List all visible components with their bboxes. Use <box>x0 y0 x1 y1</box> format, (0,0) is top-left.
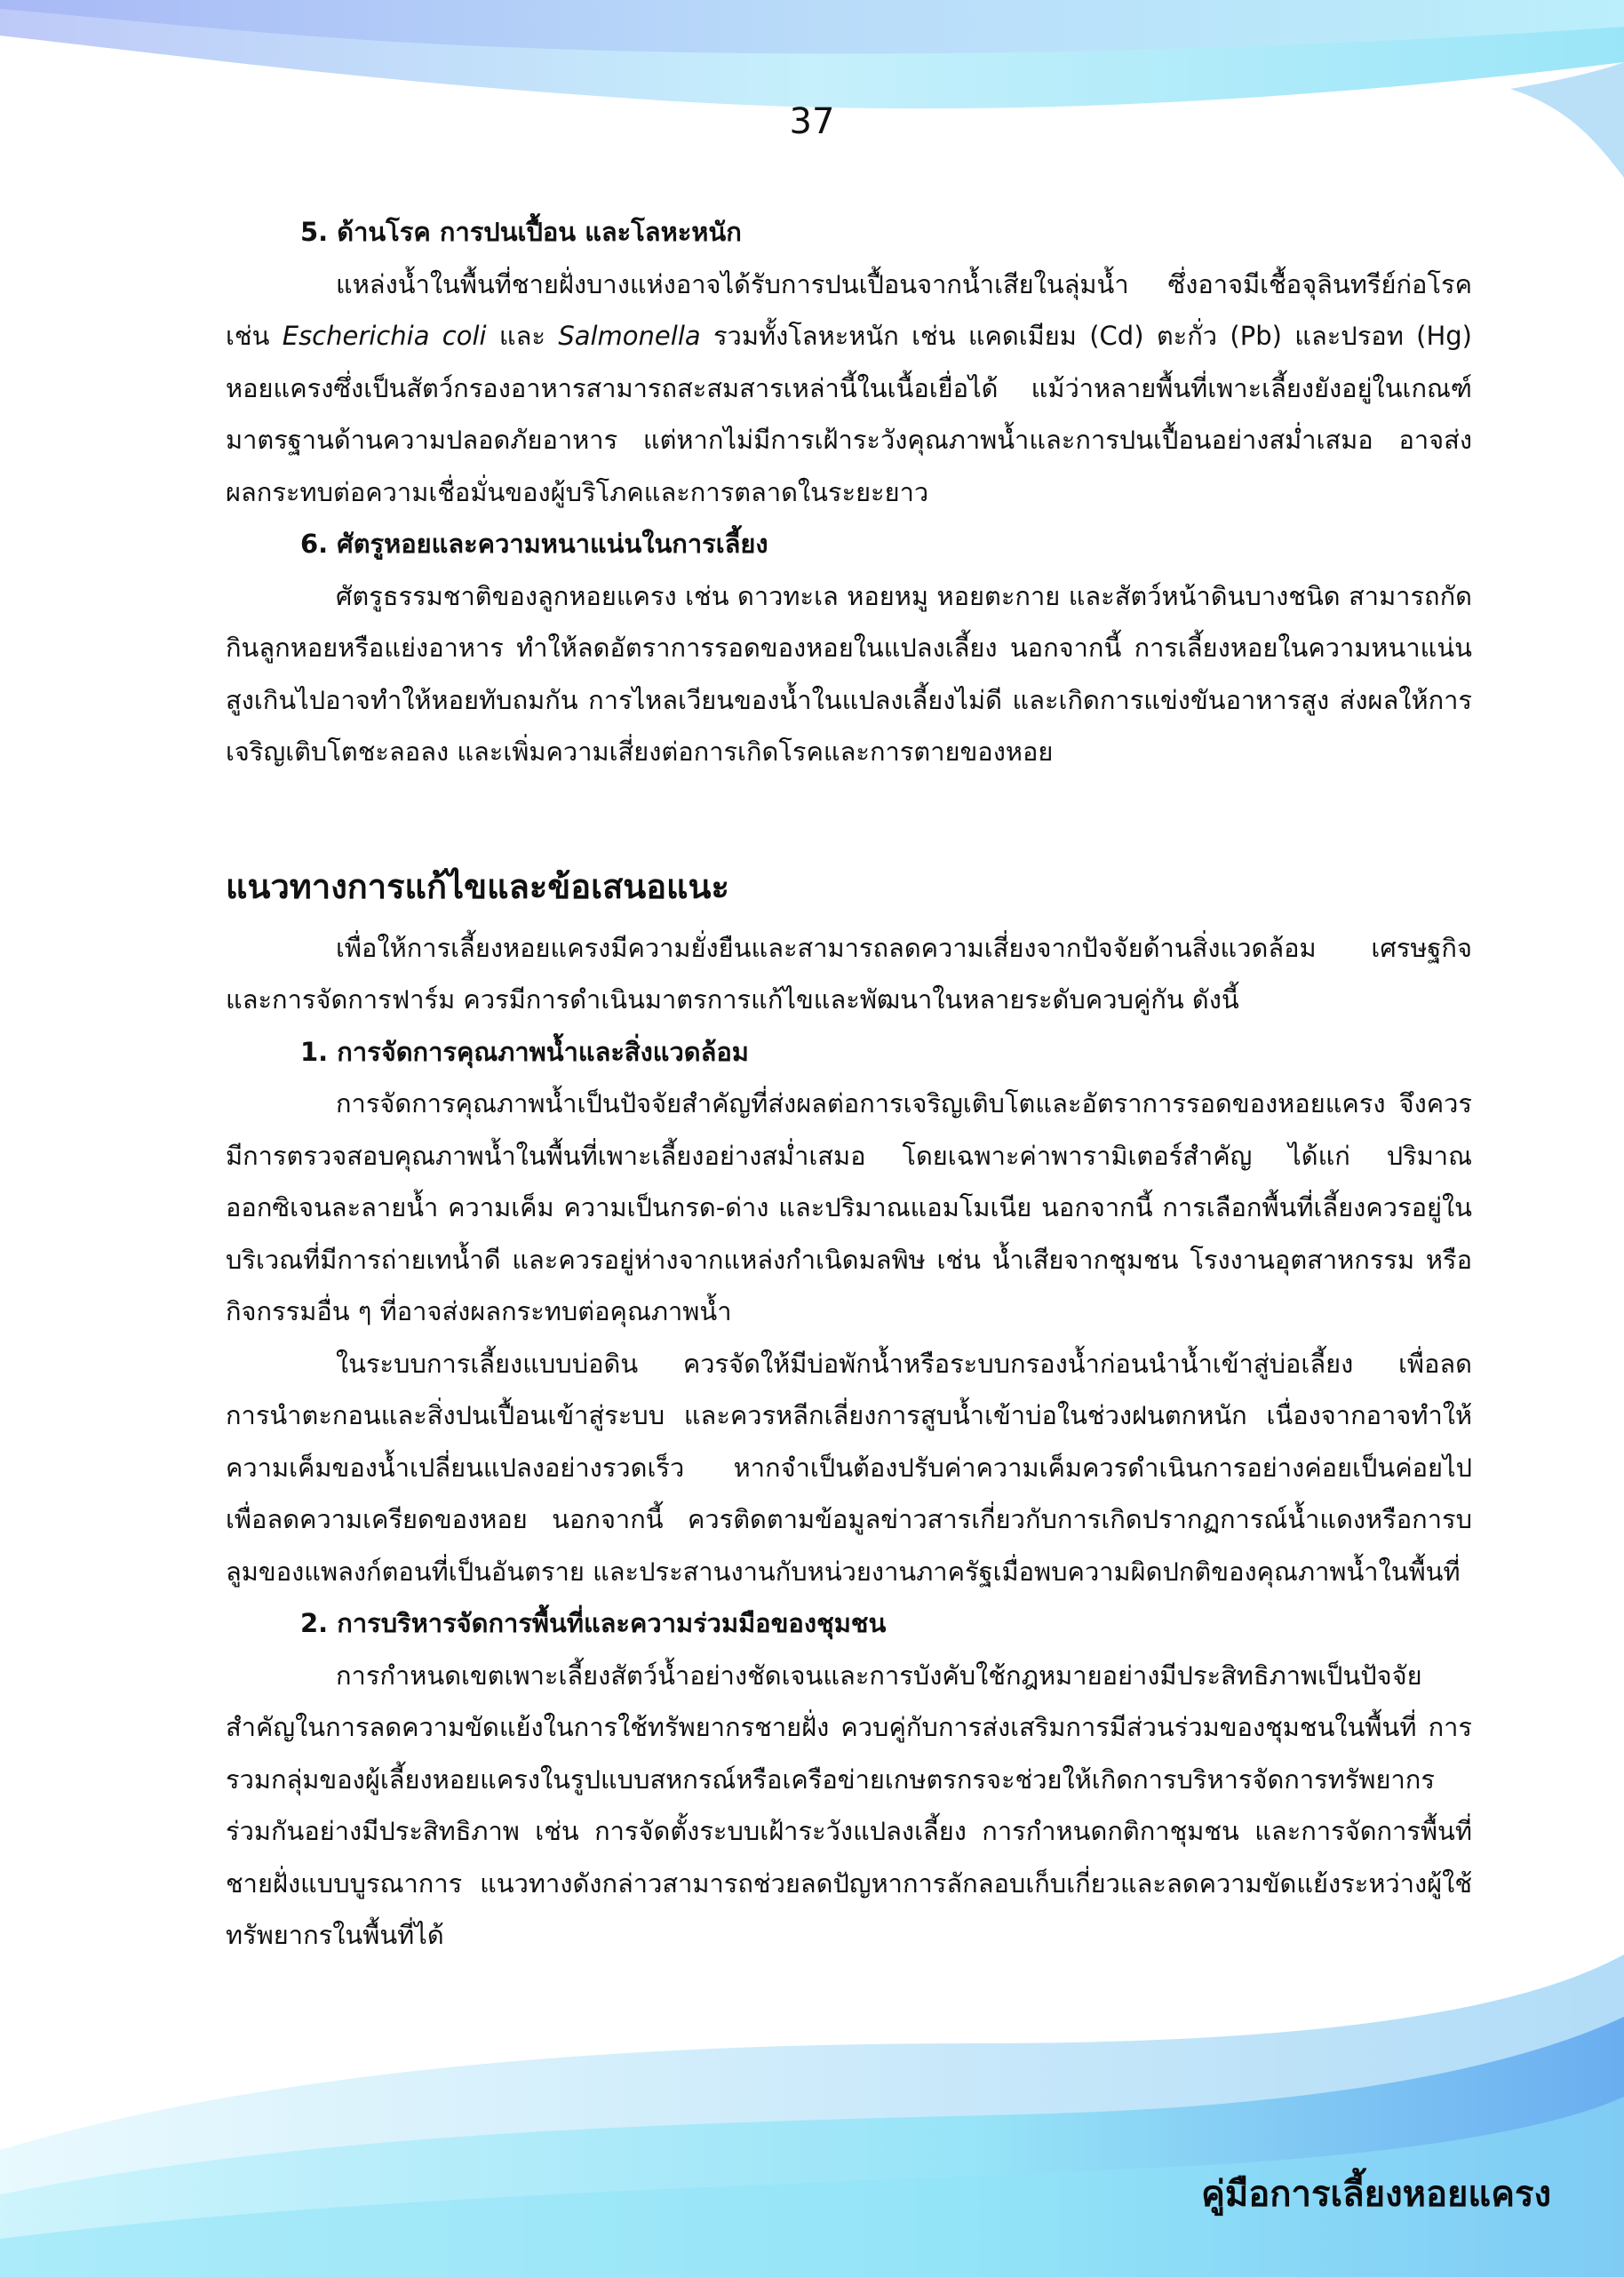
top-wave <box>0 0 1624 178</box>
solutions-heading: แนวทางการแก้ไขและข้อเสนอแนะ <box>226 866 729 906</box>
solution-2-paragraph-1: การกำหนดเขตเพาะเลี้ยงสัตว์น้ำอย่างชัดเจนและการบังคับใช้กฎหมายอย่างมีประสิทธิภาพเป็นปัจจัยสำคัญในการลดความขัดแย้งในการใช้ทรัพยากรชายฝั่ง ควบคู่กับการส่งเสริมการมีส่วนร่วมของชุมชนในพื้นที่ การรวมกลุ่มของผู้เลี้ยงหอยแครงในรูปแบบสหกรณ์หรือเครือข่ายเกษตรกรจะช่วยให้เกิดการบริหารจัดการทรัพยากรร่วมกันอย่างมีประสิทธิภาพ เช่น การจัดตั้งระบบเฝ้าระวังแปลงเลี้ยง การกำหนดกติกาชุมชน และการจัดการพื้นที่ชายฝั่งแบบบูรณาการ แนวทางดังกล่าวสามารถช่วยลดปัญหาการลักลอบเก็บเกี่ยวและลดความขัดแย้งระหว่างผู้ใช้ทรัพยากรในพื้นที่ได้ <box>226 1660 1472 1950</box>
section-5-text-c: รวมทั้งโลหะหนัก เช่น แคดเมียม (Cd) ตะกั่ว (Pb) และปรอท (Hg) หอยแครงซึ่งเป็นสัตว์กรองอาหารสามารถสะสมสารเหล่านี้ในเนื้อเยื่อได้ แม้ว่าหลายพื้นที่เพาะเลี้ยงยังอยู่ในเกณฑ์มาตรฐานด้านความปลอดภัยอาหาร แต่หากไม่มีการเฝ้าระวังคุณภาพน้ำและการปนเปื้อนอย่างสม่ำเสมอ อาจส่งผลกระทบต่อความเชื่อมั่นของผู้บริโภคและการตลาดในระยะยาว <box>226 321 1472 507</box>
section-5-paragraph <box>226 259 1472 519</box>
species-name-ecoli: Escherichia coli <box>282 321 487 351</box>
solutions-intro: เพื่อให้การเลี้ยงหอยแครงมีความยั่งยืนและสามารถลดความเสี่ยงจากปัจจัยด้านสิ่งแวดล้อม เศรษฐกิจ และการจัดการฟาร์ม ควรมีการดำเนินมาตรการแก้ไขและพัฒนาในหลายระดับควบคู่กัน ดังนี้ <box>226 932 1472 1015</box>
section-5-text-a: แหล่งน้ำในพื้นที่ชายฝั่งบางแห่งอาจได้รับการปนเปื้อนจากน้ำเสียในลุ่มน้ำ ซึ่งอาจมีเชื้อจุลินทรีย์ก่อโรค เช่น <box>226 268 1472 351</box>
solution-1-paragraph-1: การจัดการคุณภาพน้ำเป็นปัจจัยสำคัญที่ส่งผลต่อการเจริญเติบโตและอัตราการรอดของหอยแครง จึงควรมีการตรวจสอบคุณภาพน้ำในพื้นที่เพาะเลี้ยงอย่างสม่ำเสมอ โดยเฉพาะค่าพารามิเตอร์สำคัญ ได้แก่ ปริมาณออกซิเจนละลายน้ำ ความเค็ม ความเป็นกรด-ด่าง และปริมาณแอมโมเนีย นอกจากนี้ การเลือกพื้นที่เลี้ยงควรอยู่ในบริเวณที่มีการถ่ายเทน้ำดี และควรอยู่ห่างจากแหล่งกำเนิดมลพิษ เช่น น้ำเสียจากชุมชน โรงงานอุตสาหกรรม หรือกิจกรรมอื่น ๆ ที่อาจส่งผลกระทบต่อคุณภาพน้ำ <box>226 1088 1472 1326</box>
section-5-text-b: และ <box>486 321 559 351</box>
bottom-wave <box>0 1955 1624 2277</box>
section-5-title: 5. ด้านโรค การปนเปื้อน และโลหะหนัก <box>300 217 742 247</box>
page-content <box>226 206 1472 1962</box>
section-6-title: 6. ศัตรูหอยและความหนาแน่นในการเลี้ยง <box>300 529 768 559</box>
species-name-salmonella: Salmonella <box>558 321 701 351</box>
solution-1-paragraph-2: ในระบบการเลี้ยงแบบบ่อดิน ควรจัดให้มีบ่อพักน้ำหรือระบบกรองน้ำก่อนนำน้ำเข้าสู่บ่อเลี้ยง เพื่อลดการนำตะกอนและสิ่งปนเปื้อนเข้าสู่ระบบ และควรหลีกเลี่ยงการสูบน้ำเข้าบ่อในช่วงฝนตกหนัก เนื่องจากอาจทำให้ความเค็มของน้ำเปลี่ยนแปลงอย่างรวดเร็ว หากจำเป็นต้องปรับค่าความเค็มควรดำเนินการอย่างค่อยเป็นค่อยไป เพื่อลดความเครียดของหอย นอกจากนี้ ควรติดตามข้อมูลข่าวสารเกี่ยวกับการเกิดปรากฏการณ์น้ำแดงหรือการบลูมของแพลงก์ตอนที่เป็นอันตราย และประสานงานกับหน่วยงานภาครัฐเมื่อพบความผิดปกติของคุณภาพน้ำในพื้นที่ <box>226 1348 1472 1587</box>
solution-1-title: 1. การจัดการคุณภาพน้ำและสิ่งแวดล้อม <box>300 1036 749 1067</box>
page-number: 37 <box>789 101 835 142</box>
footer-title: คู่มือการเลี้ยงหอยแครง <box>1201 2174 1551 2215</box>
solution-2-title: 2. การบริหารจัดการพื้นที่และความร่วมมือของชุมชน <box>300 1608 887 1638</box>
section-6-paragraph: ศัตรูธรรมชาติของลูกหอยแครง เช่น ดาวทะเล หอยหมู หอยตะกาย และสัตว์หน้าดินบางชนิด สามารถกัดกินลูกหอยหรือแย่งอาหาร ทำให้ลดอัตราการรอดของหอยในแปลงเลี้ยง นอกจากนี้ การเลี้ยงหอยในความหนาแน่นสูงเกินไปอาจทำให้หอยทับถมกัน การไหลเวียนของน้ำในแปลงเลี้ยงไม่ดี และเกิดการแข่งขันอาหารสูง ส่งผลให้การเจริญเติบโตชะลอลง และเพิ่มความเสี่ยงต่อการเกิดโรคและการตายของหอย <box>226 580 1472 767</box>
